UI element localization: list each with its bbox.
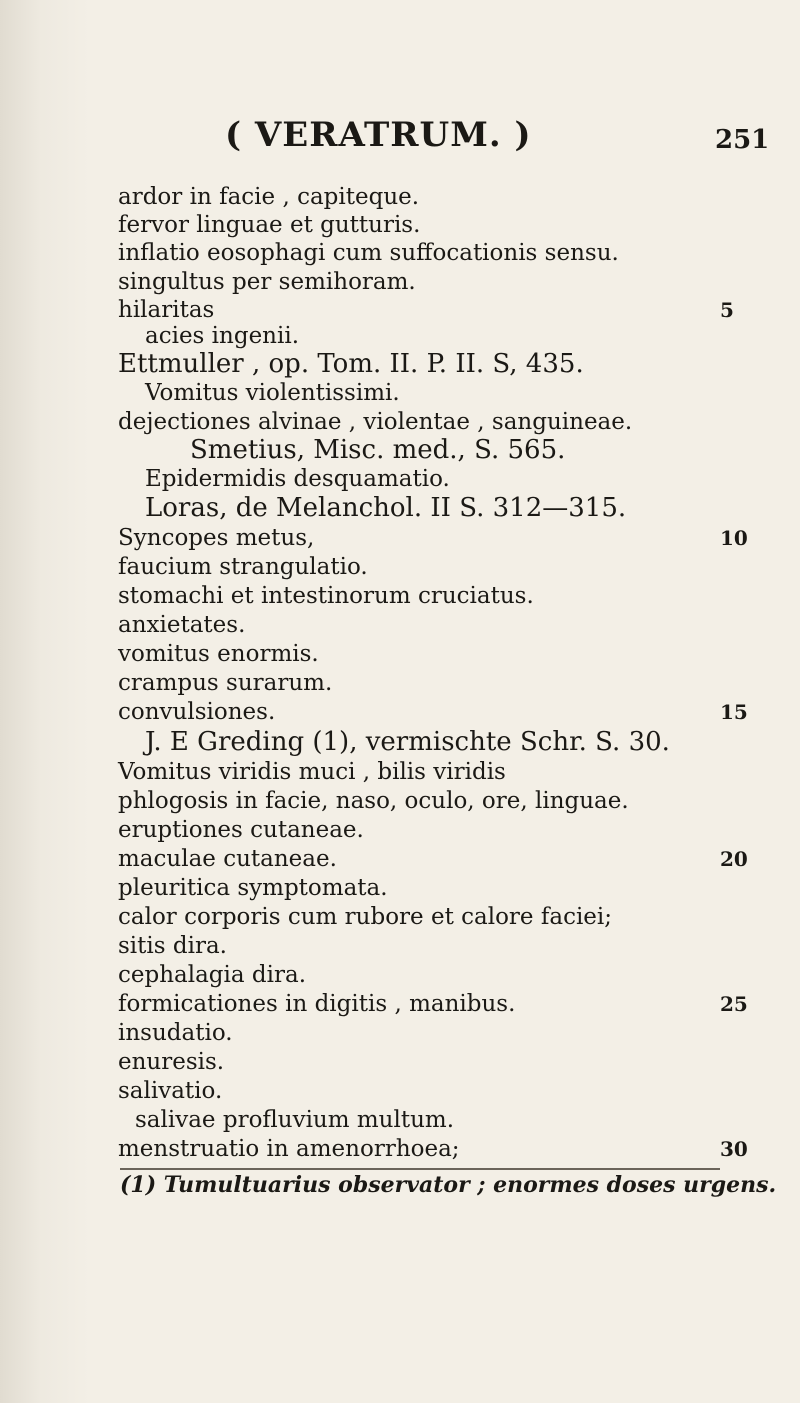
footnote: (1) Tumultuarius observator ; enormes doses urgens. [120, 1172, 777, 1198]
text-line: acies ingenii. [145, 323, 300, 349]
text-line: Vomitus violentissimi. [145, 380, 400, 406]
running-title: ( VERATRUM. ) [225, 115, 532, 155]
text-line: insudatio. [118, 1020, 233, 1046]
author-reference: Loras, de Melanchol. II S. 312—315. [145, 493, 627, 523]
text-line: stomachi et intestinorum cruciatus. [118, 583, 534, 609]
line-number: 20 [720, 847, 748, 871]
text-line: salivatio. [118, 1078, 223, 1104]
text-line: singultus per semihoram. [118, 269, 416, 295]
text-line: convulsiones. [118, 699, 276, 725]
text-line: Syncopes metus, [118, 525, 315, 551]
author-reference: Smetius, Misc. med., S. 565. [190, 435, 566, 465]
author-reference: Ettmuller , op. Tom. II. P. II. S, 435. [118, 349, 584, 379]
text-line: dejectiones alvinae , violentae , sanguineae. [118, 409, 633, 435]
line-number: 25 [720, 992, 748, 1016]
text-line: menstruatio in amenorrhoea; [118, 1136, 460, 1162]
text-line: cephalagia dira. [118, 962, 307, 988]
text-line: ardor in facie , capiteque. [118, 184, 420, 210]
text-line: sitis dira. [118, 933, 227, 959]
author-reference: J. E Greding (1), vermischte Schr. S. 30. [145, 727, 670, 757]
text-line: salivae profluvium multum. [135, 1107, 455, 1133]
text-line: faucium strangulatio. [118, 554, 368, 580]
text-line: crampus surarum. [118, 670, 333, 696]
text-line: enuresis. [118, 1049, 225, 1075]
text-line: hilaritas [118, 297, 215, 323]
text-line: pleuritica symptomata. [118, 875, 388, 901]
text-line: fervor linguae et gutturis. [118, 212, 421, 238]
text-line: eruptiones cutaneae. [118, 817, 364, 843]
text-line: formicationes in digitis , manibus. [118, 991, 516, 1017]
text-line: maculae cutaneae. [118, 846, 337, 872]
text-line: phlogosis in facie, naso, oculo, ore, linguae. [118, 788, 629, 814]
page-header [0, 115, 800, 155]
page-number: 251 [715, 125, 770, 155]
line-number: 5 [720, 298, 734, 322]
line-number: 30 [720, 1137, 748, 1161]
text-line: anxietates. [118, 612, 246, 638]
text-line: Epidermidis desquamatio. [145, 466, 450, 492]
footnote-rule [120, 1168, 720, 1170]
text-line: Vomitus viridis muci , bilis viridis [118, 759, 506, 785]
line-number: 15 [720, 700, 748, 724]
text-line: vomitus enormis. [118, 641, 319, 667]
text-line: inflatio eosophagi cum suffocationis sensu. [118, 240, 619, 266]
line-number: 10 [720, 526, 748, 550]
text-line: calor corporis cum rubore et calore faciei; [118, 904, 613, 930]
